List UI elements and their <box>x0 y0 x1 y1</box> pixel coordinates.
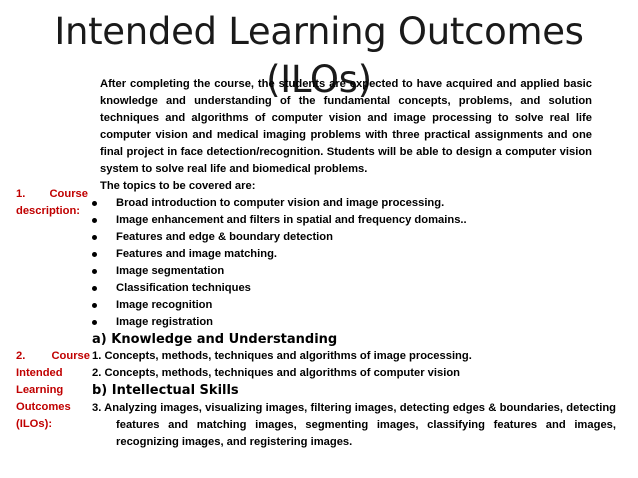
section-label-word: (ILOs): <box>16 418 53 430</box>
intellectual-skills-heading: b) Intellectual Skills <box>92 383 239 398</box>
section-label-word: Outcomes <box>16 401 71 413</box>
section-label-word: Course <box>49 188 88 200</box>
course-description-label <box>16 186 88 220</box>
page-title: Intended Learning Outcomes (ILOs) <box>54 10 584 101</box>
list-item: Image registration <box>90 314 467 331</box>
section-label-word: description: <box>16 205 81 217</box>
section-number: 2. <box>16 350 26 362</box>
bullet-icon <box>92 218 97 223</box>
bullet-icon <box>92 269 97 274</box>
ilo-item: 3. Analyzing images, visualizing images, filtering images, detecting edges & boundaries, detecting features and matching images, segmenting images, classifying features and images, recognizing images, and registering images. <box>92 402 616 448</box>
topics-heading: The topics to be covered are: <box>100 180 256 192</box>
section-label-word: Learning <box>16 384 64 396</box>
ilo-item: 1. Concepts, methods, techniques and algorithms of image processing. <box>92 350 472 362</box>
bullet-icon <box>92 286 97 291</box>
section-label-word: Intended <box>16 367 63 379</box>
course-description-paragraph: After completing the course, the students are expected to have acquired and applied basic knowledge and understanding of the fundamental concepts, problems, and solution techniques and algorithms of computer vision and image processing to solve real life computer vision and medical imaging problems with three practical assignments and one final project in face detection/recognition. Students will be able to design a computer vision system to solve real life and biomedical problems. <box>100 78 592 175</box>
ilos-label <box>16 348 90 433</box>
list-item: Image enhancement and filters in spatial and frequency domains.. <box>90 212 467 229</box>
ilo-item: 2. Concepts, methods, techniques and algorithms of computer vision <box>92 367 460 379</box>
bullet-icon <box>92 320 97 325</box>
topics-list <box>90 195 467 331</box>
list-item: Image segmentation <box>90 263 467 280</box>
bullet-icon <box>92 201 97 206</box>
bullet-icon <box>92 252 97 257</box>
knowledge-heading: a) Knowledge and Understanding <box>92 332 338 347</box>
list-item: Broad introduction to computer vision and image processing. <box>90 195 467 212</box>
bullet-icon <box>92 235 97 240</box>
list-item: Image recognition <box>90 297 467 314</box>
list-item: Features and edge & boundary detection <box>90 229 467 246</box>
list-item: Features and image matching. <box>90 246 467 263</box>
list-item: Classification techniques <box>90 280 467 297</box>
section-number: 1. <box>16 188 26 200</box>
section-label-word: Course <box>51 350 90 362</box>
bullet-icon <box>92 303 97 308</box>
